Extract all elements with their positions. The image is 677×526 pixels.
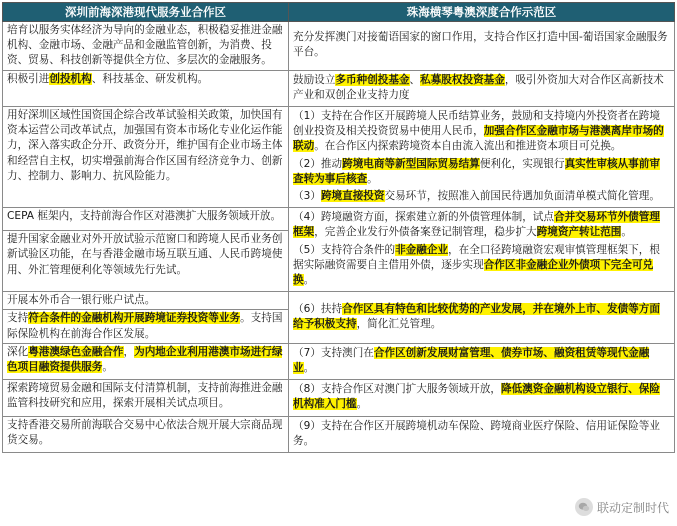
text-segment: 、科技基金、研发机构。 xyxy=(91,72,209,85)
text-segment: （6）扶持 xyxy=(293,302,343,315)
table-row xyxy=(3,22,675,71)
qianhai-cell xyxy=(3,208,289,231)
text-segment: 。 xyxy=(303,362,315,375)
text-segment: 用好深圳区域性国资国企综合改革试验相关政策，加快国有资本运营公司改革试点，加强国有资本市场化专业化运作能力，深入落实政企分开、政资分开，维护国有企业市场主体和经营自主权，切实增强前海合作区国有经济竞争力、创新力、控制力、影响力、抗风险能力。 xyxy=(7,109,283,182)
text-segment: 。支持国际保险机构在前海合作区发展。 xyxy=(7,312,283,340)
highlighted-text: 合作区创新发展财富管理、债券市场、融资租赁等现代金融业 xyxy=(293,346,650,375)
text-segment: ，在全口径跨境融资宏观审慎管理框架下，根据实际融资需要自主借用外债，逐步实现 xyxy=(293,243,660,271)
watermark-text: 联动定制时代 xyxy=(596,500,669,515)
text-segment: ，简化汇兑管理。 xyxy=(356,318,442,331)
text-segment: （4）跨境融资方面，探索建立新的外债管理体制，试点 xyxy=(293,211,554,224)
qianhai-cell xyxy=(3,70,289,106)
text-segment: 开展本外币合一银行账户试点。 xyxy=(7,294,156,307)
hengqin-paragraph xyxy=(293,30,670,60)
text-segment: ，完善企业发行外债备案登记制管理，稳步扩大 xyxy=(314,226,537,239)
text-segment: ，吸引外资加大对合作区高新技术产业和双创企业支持力度 xyxy=(293,73,664,101)
hengqin-paragraph xyxy=(293,73,670,103)
hengqin-paragraph xyxy=(293,157,670,187)
table-row xyxy=(3,380,675,416)
hengqin-cell xyxy=(289,416,675,452)
qianhai-cell xyxy=(3,107,289,208)
text-segment: （1）支持在合作区开展跨境人民币结算业务，鼓励和支持境内外投资者在跨境创业投资及相关投资贸易中使用人民币， xyxy=(293,110,660,138)
hengqin-paragraph xyxy=(293,382,670,412)
text-segment: （2）推动 xyxy=(293,157,343,170)
watermark xyxy=(575,498,669,516)
text-segment: 提升国家金融业对外开放试验示范窗口和跨境人民币业务创新试验区功能，在与香港金融市场互联互通、人民币跨境使用、外汇管理便利化等领域先行先试。 xyxy=(7,233,283,276)
qianhai-cell xyxy=(3,292,289,310)
hengqin-cell xyxy=(289,292,675,344)
highlighted-text: 跨境电商等新型国际贸易结算 xyxy=(342,157,480,170)
text-segment: （8）支持合作区对澳门扩大服务领域开放， xyxy=(293,383,502,396)
table-row xyxy=(3,208,675,231)
highlighted-text: 跨境直接投资 xyxy=(320,190,385,203)
text-segment: （3） xyxy=(293,190,321,203)
qianhai-cell xyxy=(3,231,289,292)
highlighted-text: 为内地企业利用港澳市场进行绿色项目融资提供服务 xyxy=(7,345,283,374)
text-segment: 深化 xyxy=(7,345,29,358)
text-segment: （7）支持澳门在 xyxy=(293,346,374,359)
text-segment: 。 xyxy=(303,274,315,287)
text-segment: 。 xyxy=(367,172,378,185)
header-qianhai: 深圳前海深港现代服务业合作区 xyxy=(3,3,289,22)
hengqin-cell xyxy=(289,70,675,106)
text-segment: 。 xyxy=(102,361,113,374)
highlighted-text: 合作区非金融企业外债项下完全可兑换 xyxy=(293,258,654,287)
text-segment: 支持香港交易所前海联合交易中心依法合规开展大宗商品现货交易。 xyxy=(7,418,283,446)
table-row xyxy=(3,292,675,310)
highlighted-text: 合作区具有特色和比较优势的产业发展，并在境外上市、发债等方面给予积极支持 xyxy=(293,302,660,331)
table-row xyxy=(3,107,675,208)
hengqin-cell xyxy=(289,208,675,292)
qianhai-cell xyxy=(3,310,289,343)
text-segment: 。在合作区内探索跨境资本自由流入流出和推进资本项目可兑换。 xyxy=(314,140,622,153)
hengqin-paragraph xyxy=(293,243,670,289)
text-segment: 鼓励设立 xyxy=(293,73,336,86)
table-row xyxy=(3,343,675,379)
hengqin-paragraph xyxy=(293,109,670,155)
text-segment: 培育以服务实体经济为导向的金融业态，积极稳妥推进金融机构、金融市场、金融产品和金融监管创新，为消费、投资、贸易、科技创新等提供全方位、多层次的金融服务。 xyxy=(7,24,283,67)
text-segment: 充分发挥澳门对接葡语国家的窗口作用，支持合作区打造中国-葡语国家金融服务平台。 xyxy=(293,31,668,59)
text-segment: 。 xyxy=(356,398,368,411)
table-row xyxy=(3,70,675,106)
qianhai-cell xyxy=(3,380,289,416)
highlighted-text: 非金融企业 xyxy=(395,243,449,256)
hengqin-paragraph xyxy=(293,419,670,449)
hengqin-paragraph xyxy=(293,346,670,376)
highlighted-text: 私募股权投资基金 xyxy=(420,73,505,86)
wechat-icon xyxy=(575,498,593,516)
qianhai-cell xyxy=(3,343,289,379)
text-segment: 支持 xyxy=(7,312,29,325)
qianhai-cell xyxy=(3,416,289,452)
highlighted-text: 符合条件的金融机构开展跨境证券投资等业务 xyxy=(28,312,241,325)
text-segment: 交易环节，按照准入前国民待遇加负面清单模式简化管理。 xyxy=(384,190,660,203)
highlighted-text: 粤港澳绿色金融合作 xyxy=(28,345,124,358)
hengqin-paragraph xyxy=(293,189,670,204)
header-hengqin: 珠海横琴粤澳深度合作示范区 xyxy=(289,3,675,22)
hengqin-paragraph xyxy=(293,210,670,240)
highlighted-text: 多币种创投基金 xyxy=(335,73,410,86)
text-segment: 、 xyxy=(409,73,421,86)
text-segment: 探索跨境贸易金融和国际支付清算机制，支持前海推进金融监管科技研究和应用，探索开展相关试点项目。 xyxy=(7,382,283,410)
hengqin-cell xyxy=(289,343,675,379)
hengqin-paragraph xyxy=(293,302,670,332)
highlighted-text: 真实性审核从事前审查转为事后核查 xyxy=(293,157,660,185)
hengqin-cell xyxy=(289,22,675,71)
qianhai-cell xyxy=(3,22,289,71)
table-row xyxy=(3,416,675,452)
text-segment: CEPA 框架内，支持前海合作区对港澳扩大服务领域开放。 xyxy=(7,210,282,223)
text-segment: （9）支持在合作区开展跨境机动车保险、跨境商业医疗保险、信用证保险等业务。 xyxy=(293,419,660,447)
highlighted-text: 降低澳资金融机构设立银行、保险机构准入门槛 xyxy=(293,383,660,411)
comparison-table xyxy=(2,2,675,453)
text-segment: ， xyxy=(123,345,135,358)
highlighted-text: 合并交易环节外债管理框架 xyxy=(293,211,660,239)
highlighted-text: 创投机构 xyxy=(49,72,92,85)
table-header-row xyxy=(3,3,675,22)
highlighted-text: 跨境资产转让范围 xyxy=(536,226,622,239)
highlighted-text: 加强合作区金融市场与港澳离岸市场的联动 xyxy=(293,125,664,153)
text-segment: 便利化，实现银行 xyxy=(479,157,565,170)
text-segment: 。 xyxy=(621,226,632,239)
text-segment: 积极引进 xyxy=(7,72,50,85)
hengqin-cell xyxy=(289,380,675,416)
hengqin-cell xyxy=(289,107,675,208)
text-segment: （5）支持符合条件的 xyxy=(293,243,396,256)
